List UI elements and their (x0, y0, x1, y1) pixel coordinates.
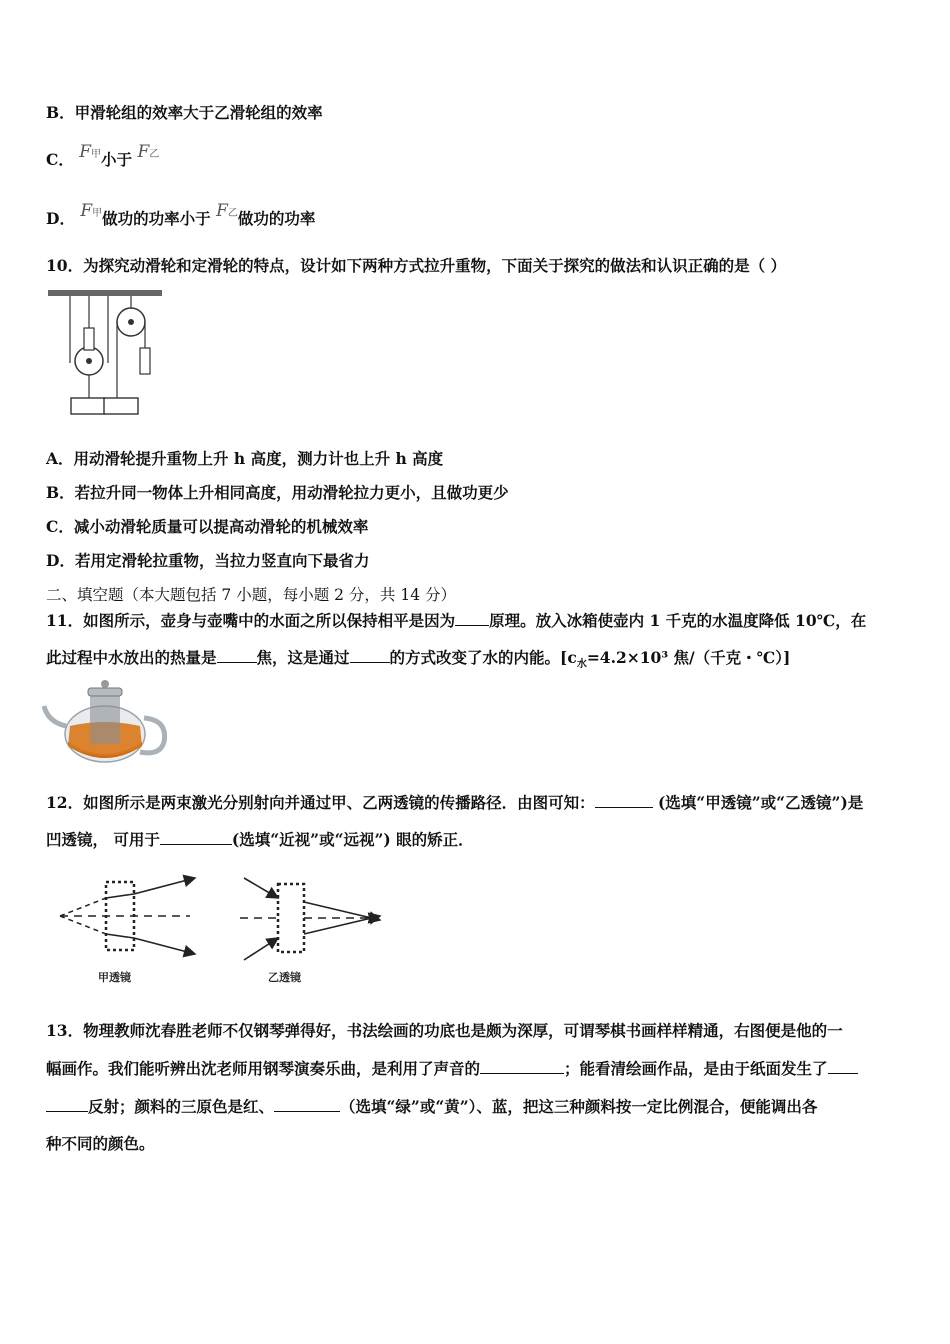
q9-option-c: C． F甲小于 F乙 (46, 142, 160, 169)
q9-option-d: D． F甲做功的功率小于 F乙做功的功率 (46, 201, 316, 228)
f-yi-symbol: F乙 (137, 142, 160, 162)
q10-option-d: D．若用定滑轮拉重物，当拉力竖直向下最省力 (46, 551, 370, 570)
q10-option-b: B．若拉升同一物体上升相同高度，用动滑轮拉力更小，且做功更少 (46, 483, 509, 502)
q10-option-c: C．减小动滑轮质量可以提高动滑轮的机械效率 (46, 517, 369, 536)
lens-jia-caption: 甲透镜 (98, 971, 131, 984)
pulley-diagram (46, 288, 166, 418)
q13-line2: 幅画作。我们能听辨出沈老师用钢琴演奏乐曲，是利用了声音的 ；能看清绘画作品，是由于纸面发生了 (46, 1057, 858, 1079)
q13-line4: 种不同的颜色。 (46, 1134, 155, 1153)
spring-scale-right (140, 348, 150, 374)
tea-infuser (90, 694, 120, 744)
q10-stem: 10．为探究动滑轮和定滑轮的特点，设计如下两种方式拉升重物，下面关于探究的做法和认识正确的是（ ） (46, 256, 786, 275)
answer-blank (350, 649, 390, 663)
answer-blank (217, 649, 257, 663)
weight-block-left (71, 398, 105, 414)
q11-line2: 此过程中水放出的热量是 焦，这是通过 的方式改变了水的内能。[$c_水=4.2\times 10^3$ 焦/（千克・℃）] (46, 648, 791, 671)
q11-line1: 11．如图所示，壶身与壶嘴中的水面之所以保持相平是因为 原理。放入冰箱使壶内 1 千克的水温度降低 10℃，在 (46, 611, 867, 630)
answer-blank (46, 1098, 88, 1112)
q9-option-b: B．甲滑轮组的效率大于乙滑轮组的效率 (46, 103, 323, 122)
f-yi-symbol: F乙 (216, 201, 238, 221)
lens-yi-caption: 乙透镜 (268, 971, 301, 984)
answer-blank (274, 1098, 340, 1112)
answer-blank (480, 1060, 564, 1074)
lens-jia-diagram (60, 878, 195, 984)
lens-yi-diagram (240, 878, 380, 984)
teapot-image (40, 676, 175, 766)
q13-line1: 13．物理教师沈春胜老师不仅钢琴弹得好，书法绘画的功底也是颇为深厚，可谓琴棋书画样样精通，右图便是他的一 (46, 1021, 843, 1040)
pulley-ceiling-beam (48, 290, 162, 296)
lens-diagrams (50, 868, 390, 993)
q12-line2: 凹透镜， 可用于 (选填“近视”或“远视”) 眼的矫正． (46, 830, 474, 849)
weight-block-right (104, 398, 138, 414)
q10-option-a: A．用动滑轮提升重物上升 h 高度，测力计也上升 h 高度 (46, 449, 444, 468)
f-jia-symbol: F甲 (79, 142, 102, 162)
spring-scale-left (84, 328, 94, 350)
answer-blank (160, 831, 232, 845)
answer-blank (595, 794, 653, 808)
answer-blank (455, 612, 489, 626)
q13-line3: 反射；颜料的三原色是红、 （选填“绿”或“黄”）、蓝，把这三种颜料按一定比例混合，便能调出各 (46, 1095, 817, 1117)
answer-blank (828, 1060, 858, 1074)
section-heading: 二、填空题（本大题包括 7 小题，每小题 2 分，共 14 分） (46, 586, 457, 604)
q12-line1: 12．如图所示是两束激光分别射向并通过甲、乙两透镜的传播路径．由图可知： (选填“甲透镜”或“乙透镜”)是 (46, 793, 864, 812)
f-jia-symbol: F甲 (80, 201, 103, 221)
